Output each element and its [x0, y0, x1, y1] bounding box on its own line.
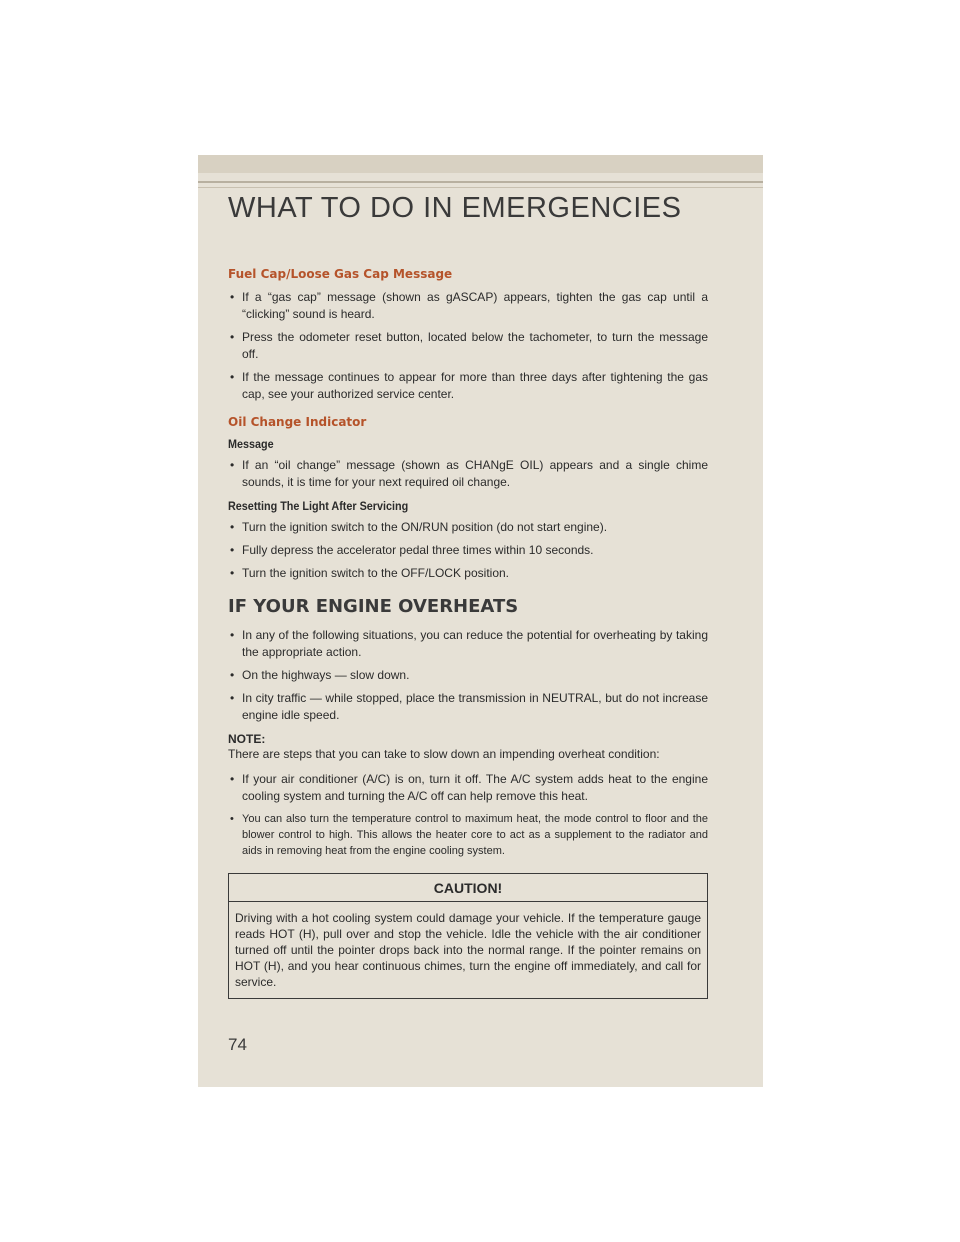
header-divider [198, 181, 763, 183]
list-item: • If a “gas cap” message (shown as gASCAP) appears, tighten the gas cap until a “clicking” sound is heard. [228, 289, 708, 323]
oil-message-list [228, 457, 708, 491]
header-band [198, 155, 763, 173]
list-item: • In city traffic — while stopped, place the transmission in NEUTRAL, but do not increase engine idle speed. [228, 690, 708, 724]
list-item: • You can also turn the temperature control to maximum heat, the mode control to floor and the blower control to high. This allows the heater core to act as a supplement to the radiator and aids in removing heat from the engine cooling system. [228, 811, 708, 859]
overheat-heading: IF YOUR ENGINE OVERHEATS [228, 596, 519, 617]
page-title: WHAT TO DO IN EMERGENCIES [228, 192, 682, 224]
note-text: There are steps that you can take to slow down an impending overheat condition: [228, 747, 660, 761]
list-item: • If your air conditioner (A/C) is on, turn it off. The A/C system adds heat to the engine cooling system and turning the A/C off can help remove this heat. [228, 771, 708, 805]
manual-page [198, 155, 763, 1087]
list-item: • On the highways — slow down. [228, 667, 708, 684]
note-list [228, 771, 708, 859]
overheat-list [228, 627, 708, 724]
page-number: 74 [228, 1035, 247, 1054]
note-label: NOTE: [228, 732, 266, 746]
caution-title: CAUTION! [229, 874, 707, 902]
header-divider-thin [198, 187, 763, 188]
list-item: • Turn the ignition switch to the ON/RUN position (do not start engine). [228, 519, 708, 536]
caution-text: Driving with a hot cooling system could damage your vehicle. If the temperature gauge reads HOT (H), pull over and stop the vehicle. Idle the vehicle with the air conditioner turned off until the pointer drops back into the normal range. If the pointer remains on HOT (H), and you hear continuous chimes, turn the engine off immediately, and call for service. [235, 911, 701, 989]
list-item: • In any of the following situations, you can reduce the potential for overheating by taking the appropriate action. [228, 627, 708, 661]
list-item: • If the message continues to appear for more than three days after tightening the gas cap, see your authorized service center. [228, 369, 708, 403]
fuel-cap-list [228, 289, 708, 403]
list-item: • Press the odometer reset button, located below the tachometer, to turn the message off. [228, 329, 708, 363]
page-content [228, 267, 708, 999]
list-item: • If an “oil change” message (shown as CHANgE OIL) appears and a single chime sounds, it is time for your next required oil change. [228, 457, 708, 491]
reset-list [228, 519, 708, 582]
caution-box [228, 873, 708, 999]
oil-change-heading: Oil Change Indicator [228, 415, 367, 429]
reset-label: Resetting The Light After Servicing [228, 499, 409, 513]
list-item: • Fully depress the accelerator pedal three times within 10 seconds. [228, 542, 708, 559]
message-label: Message [228, 437, 274, 451]
fuel-cap-heading: Fuel Cap/Loose Gas Cap Message [228, 267, 453, 281]
list-item: • Turn the ignition switch to the OFF/LOCK position. [228, 565, 708, 582]
